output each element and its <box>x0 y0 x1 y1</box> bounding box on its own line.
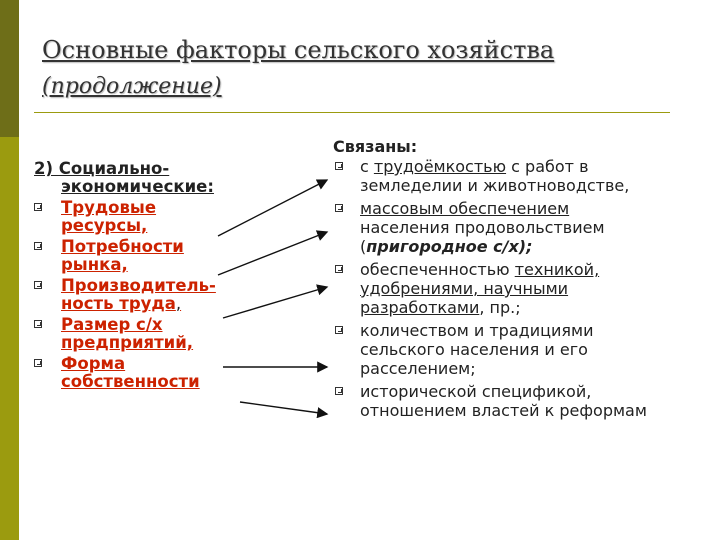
relation-line3: расселением; <box>360 359 476 378</box>
arrow-right-icon <box>218 180 327 236</box>
factor-line2: предприятий, <box>61 333 194 352</box>
slide-title: Основные факторы сельского хозяйства <box>42 36 555 64</box>
slide-subtitle: (продолжение) <box>42 74 222 99</box>
relation-line2: сельского населения и его <box>360 340 588 359</box>
factor-line1: Потребности <box>61 237 184 256</box>
factor-line1: Форма <box>61 354 126 373</box>
relation-pre: с <box>360 157 374 176</box>
relation-line3-pre: ( <box>360 237 367 256</box>
relation-underlined: трудоёмкостью <box>373 157 507 176</box>
left-heading-line2: экономические: <box>61 177 214 196</box>
right-heading: Связаны: <box>333 137 418 156</box>
relation-underlined: техникой, <box>514 260 600 279</box>
factor-line2: ность труда <box>61 294 176 313</box>
factor-line2: собственности <box>61 372 200 391</box>
relation-line2: земледелии и животноводстве, <box>360 176 630 195</box>
factor-line1: Размер с/х <box>61 315 163 334</box>
relation-underlined: массовым обеспечением <box>360 199 570 218</box>
arrow-right-icon <box>240 402 327 414</box>
relation-underlined-3: разработками <box>360 298 480 317</box>
relation-line2: населения продовольствием <box>360 218 605 237</box>
relation-line3-emph: пригородное с/х); <box>366 237 533 256</box>
arrow-right-icon <box>223 287 327 318</box>
relation-mid: с работ в <box>506 157 589 176</box>
factor-suffix: , <box>175 294 182 313</box>
left-heading-line1: 2) Социально- <box>34 159 170 178</box>
relation-tail: , пр.; <box>479 298 521 317</box>
relation-line2: отношением властей к реформам <box>360 401 647 420</box>
factor-line1: Трудовые <box>61 198 157 217</box>
arrow-right-icon <box>218 232 327 275</box>
factor-line2: ресурсы, <box>61 216 148 235</box>
relation-line1: исторической спецификой, <box>360 382 592 401</box>
relation-line1: количеством и традициями <box>360 321 594 340</box>
relation-pre: обеспеченностью <box>360 260 515 279</box>
relation-underlined-2: удобрениями, научными <box>360 279 569 298</box>
factor-line1: Производитель- <box>61 276 216 295</box>
factor-line2: рынка, <box>61 255 128 274</box>
